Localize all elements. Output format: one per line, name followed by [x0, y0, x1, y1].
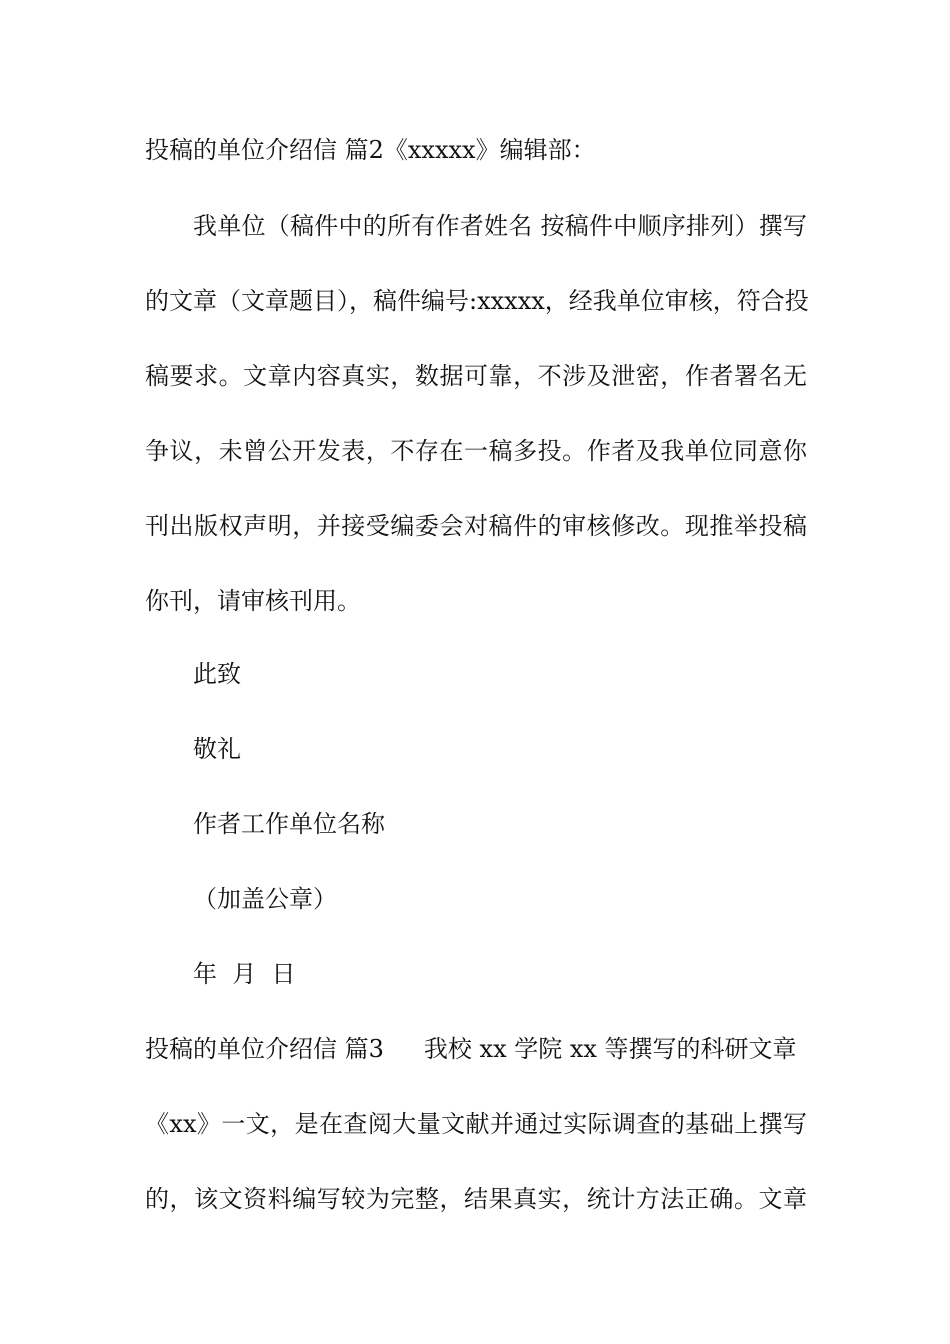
letter3-first-line [145, 1033, 807, 1065]
letter2-body-line-5: 刊出版权声明，并接受编委会对稿件的审核修改。现推举投稿 [145, 512, 807, 540]
official-seal-note: （加盖公章） [193, 885, 337, 913]
letter3-body-line-1: 《xx》一文，是在查阅大量文献并通过实际调查的基础上撰写 [145, 1110, 807, 1138]
letter3-body-line-2: 的，该文资料编写较为完整，结果真实，统计方法正确。文章 [145, 1185, 807, 1213]
closing-regards: 敬礼 [193, 735, 241, 763]
letter3-heading: 投稿的单位介绍信 篇3 [145, 1035, 384, 1063]
letter2-body-line-4: 争议，未曾公开发表，不存在一稿多投。作者及我单位同意你 [145, 437, 807, 465]
author-unit-name: 作者工作单位名称 [193, 810, 385, 838]
letter2-body-line-6: 你刊，请审核刊用。 [145, 587, 361, 615]
letter2-heading: 投稿的单位介绍信 篇2《xxxxx》编辑部： [145, 136, 596, 164]
letter2-body-line-1: 我单位（稿件中的所有作者姓名 按稿件中顺序排列）撰写 [193, 212, 807, 240]
letter3-body-start: 我校 xx 学院 xx 等撰写的科研文章 [423, 1035, 797, 1063]
closing-salutation: 此致 [193, 660, 241, 688]
date-line: 年 月 日 [193, 960, 296, 988]
letter2-body-line-2: 的文章（文章题目），稿件编号:xxxxx，经我单位审核，符合投 [145, 287, 809, 315]
letter2-body-line-3: 稿要求。文章内容真实，数据可靠，不涉及泄密，作者署名无 [145, 362, 807, 390]
